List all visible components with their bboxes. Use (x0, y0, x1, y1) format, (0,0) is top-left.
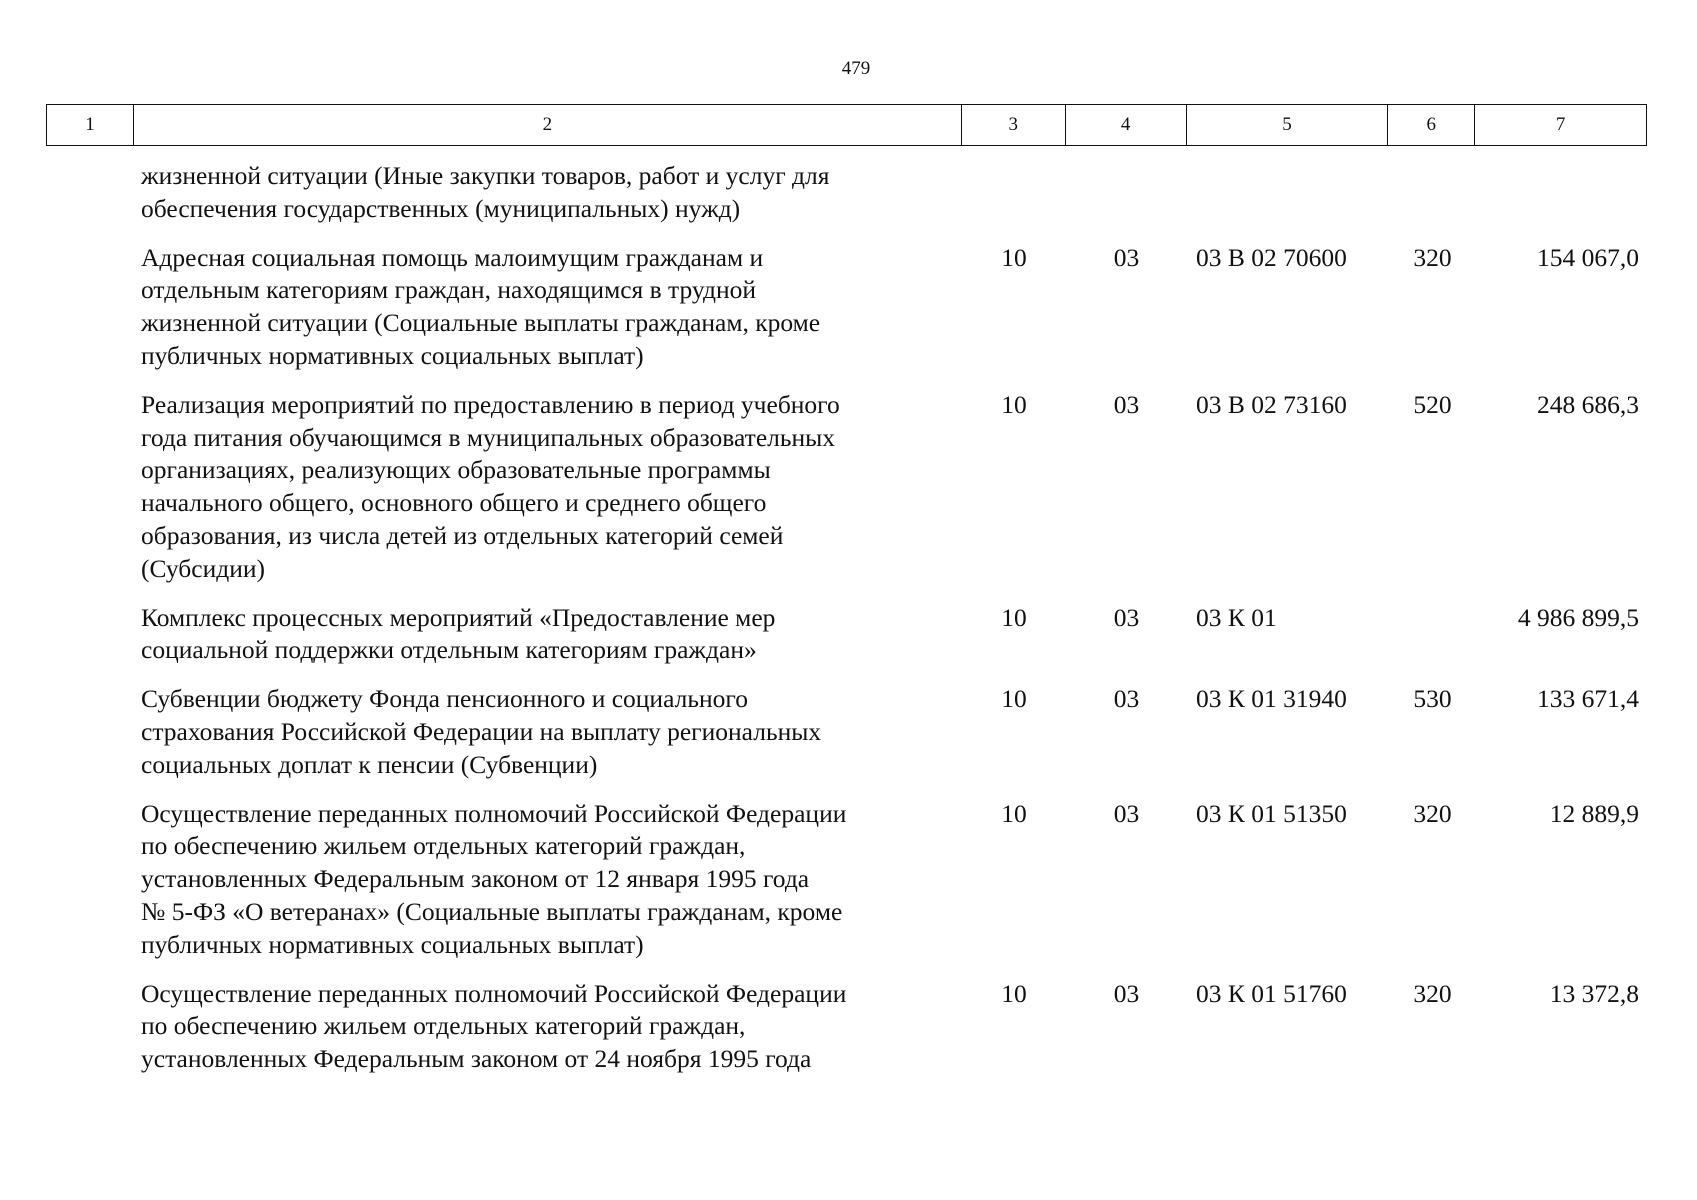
description-line: обеспечения государственных (муниципальных) нужд) (141, 193, 741, 223)
row-col1-cell (46, 242, 133, 373)
row-target-article (1187, 160, 1389, 226)
row-target-article: 03 К 01 51760 (1196, 978, 1347, 1008)
row-target-article: 03 В 02 70600 (1196, 242, 1347, 272)
row-section-code: 10 (1001, 389, 1027, 419)
row-section-code: 10 (1001, 978, 1027, 1008)
row-description (133, 978, 962, 1076)
description-line: № 5-ФЗ «О ветеранах» (Социальные выплаты гражданам, кроме (141, 896, 843, 926)
description-line: по обеспечению жильем отдельных категорий граждан, (141, 831, 746, 861)
description-line: Реализация мероприятий по предоставлению в период учебного (141, 389, 840, 419)
description-line: отдельным категориям граждан, находящимся в трудной (141, 275, 757, 305)
column-header-5: 5 (1187, 105, 1389, 145)
table-row (46, 160, 1647, 226)
table-row (46, 683, 1647, 781)
row-subsection-code: 03 (1113, 242, 1140, 272)
table-row (46, 389, 1647, 586)
row-amount: 13 372,8 (1549, 978, 1639, 1008)
row-subsection-code: 03 (1113, 798, 1140, 828)
row-col1-cell (46, 160, 133, 226)
description-line: Осуществление переданных полномочий Российской Федерации (141, 978, 847, 1008)
row-expense-type: 530 (1413, 684, 1452, 714)
description-line: организациях, реализующих образовательные программы (141, 455, 771, 485)
row-expense-type: 320 (1413, 978, 1452, 1008)
row-subsection-code: 03 (1113, 389, 1140, 419)
row-subsection-code: 03 (1113, 602, 1140, 632)
row-section-code: 10 (1001, 602, 1027, 632)
description-line: публичных нормативных социальных выплат) (141, 340, 644, 370)
table-row (46, 978, 1647, 1076)
description-line: Комплекс процессных мероприятий «Предоставление мер (141, 602, 776, 632)
row-expense-type: 320 (1413, 242, 1452, 272)
row-description (133, 242, 962, 373)
row-col1-cell (46, 602, 133, 668)
column-header-3: 3 (962, 105, 1066, 145)
row-amount: 4 986 899,5 (1517, 602, 1639, 632)
row-description (133, 160, 962, 226)
row-target-article: 03 В 02 73160 (1196, 389, 1347, 419)
row-col1-cell (46, 798, 133, 962)
column-header-2: 2 (134, 105, 962, 145)
row-target-article: 03 К 01 51350 (1196, 798, 1347, 828)
description-line: Осуществление переданных полномочий Российской Федерации (141, 798, 847, 828)
description-line: начального общего, основного общего и среднего общего (141, 488, 767, 518)
table-body (46, 160, 1647, 1092)
row-section-code: 10 (1001, 684, 1027, 714)
row-col1-cell (46, 389, 133, 586)
description-line: страхования Российской Федерации на выплату региональных (141, 716, 822, 746)
table-row (46, 602, 1647, 668)
row-amount (1476, 160, 1647, 226)
description-line: года питания обучающимся в муниципальных образовательных (141, 422, 836, 452)
row-subsection-code: 03 (1113, 978, 1140, 1008)
row-expense-type: 320 (1413, 798, 1452, 828)
description-line: установленных Федеральным законом от 12 января 1995 года (141, 864, 810, 894)
row-section-code: 10 (1001, 242, 1027, 272)
column-header-1: 1 (47, 105, 134, 145)
row-description (133, 602, 962, 668)
description-line: жизненной ситуации (Социальные выплаты гражданам, кроме (141, 308, 821, 338)
row-expense-type (1389, 602, 1476, 668)
description-line: социальных доплат к пенсии (Субвенции) (141, 749, 598, 779)
row-description (133, 798, 962, 962)
row-col1-cell (46, 978, 133, 1076)
row-expense-type (1389, 160, 1476, 226)
row-subsection-code: 03 (1113, 684, 1140, 714)
description-line: по обеспечению жильем отдельных категорий граждан, (141, 1011, 746, 1041)
row-section-code (962, 160, 1066, 226)
description-line: (Субсидии) (141, 553, 265, 583)
row-amount: 133 671,4 (1537, 684, 1639, 714)
row-amount: 154 067,0 (1537, 242, 1639, 272)
table-row (46, 242, 1647, 373)
page-number: 479 (841, 58, 871, 79)
description-line: установленных Федеральным законом от 24 ноября 1995 года (141, 1044, 812, 1074)
row-amount: 12 889,9 (1549, 798, 1639, 828)
description-line: Адресная социальная помощь малоимущим гражданам и (141, 242, 764, 272)
row-target-article: 03 К 01 (1196, 602, 1277, 632)
row-section-code: 10 (1001, 798, 1027, 828)
column-header-6: 6 (1388, 105, 1475, 145)
table-header-row (46, 104, 1647, 146)
row-subsection-code (1066, 160, 1187, 226)
row-description (133, 389, 962, 586)
row-expense-type: 520 (1413, 389, 1452, 419)
row-description (133, 683, 962, 781)
description-line: образования, из числа детей из отдельных категорий семей (141, 520, 784, 550)
description-line: социальной поддержки отдельным категориям граждан» (141, 635, 757, 665)
description-line: жизненной ситуации (Иные закупки товаров, работ и услуг для (141, 161, 830, 190)
column-header-4: 4 (1066, 105, 1187, 145)
row-target-article: 03 К 01 31940 (1196, 684, 1347, 714)
row-amount: 248 686,3 (1537, 389, 1639, 419)
column-header-7: 7 (1555, 114, 1566, 135)
description-line: Субвенции бюджету Фонда пенсионного и социального (141, 684, 748, 714)
description-line: публичных нормативных социальных выплат) (141, 929, 644, 959)
row-col1-cell (46, 683, 133, 781)
table-row (46, 798, 1647, 962)
